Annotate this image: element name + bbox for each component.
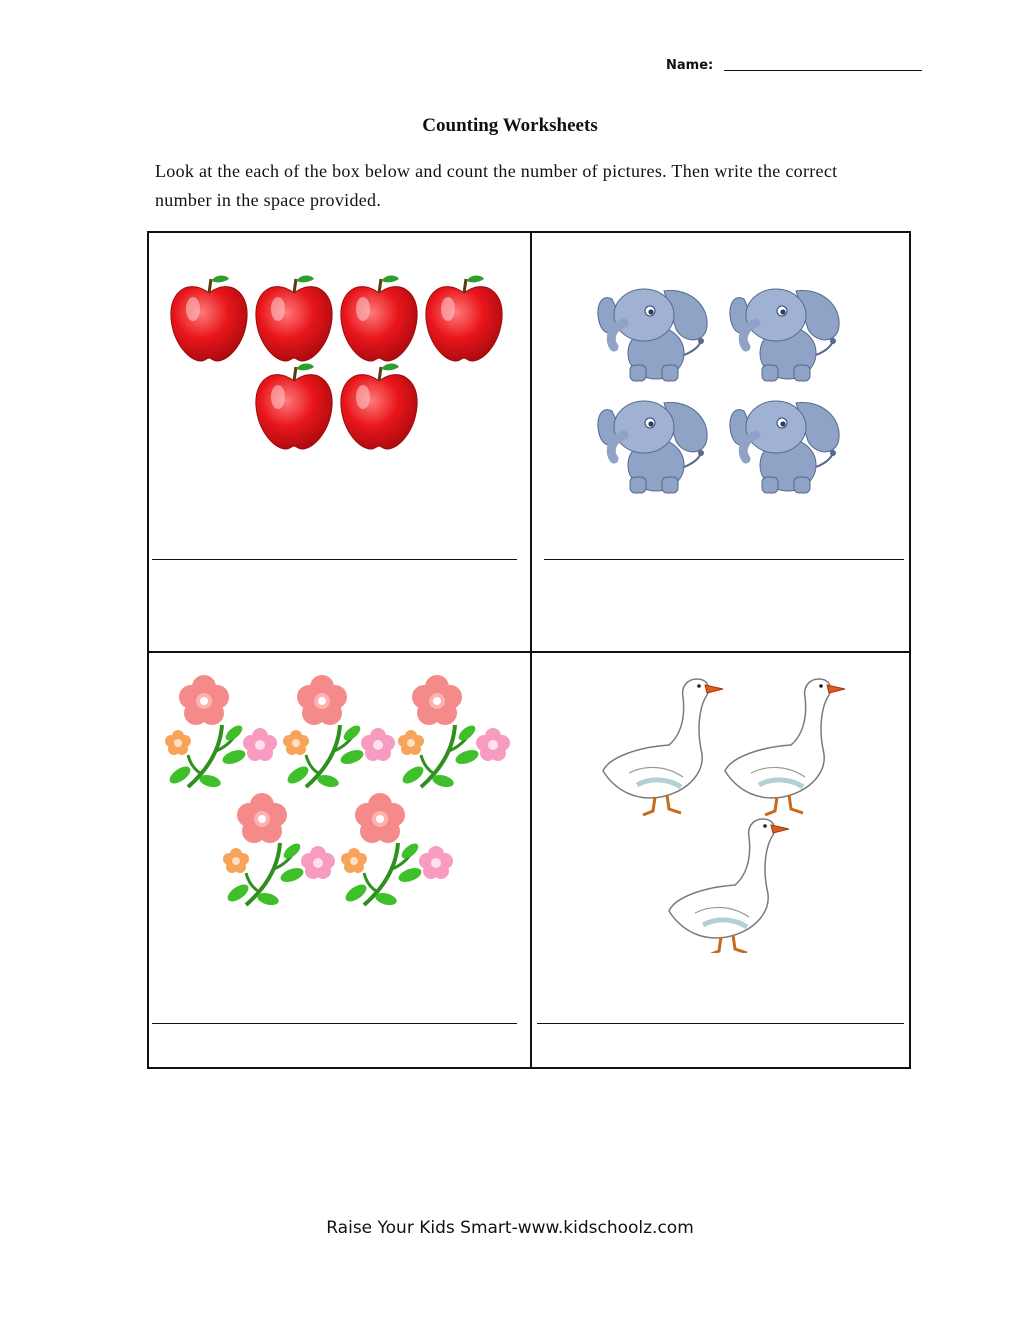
goose-icon xyxy=(669,819,789,953)
apples-picture-group xyxy=(169,273,514,458)
flower-icon xyxy=(341,793,453,907)
counting-grid xyxy=(147,231,911,1069)
answer-line-flowers[interactable] xyxy=(152,1023,517,1024)
instructions-text: Look at the each of the box below and count the number of pictures. Then write the correct number in the space provided. xyxy=(155,161,838,210)
name-field xyxy=(666,56,926,78)
elephant-icon xyxy=(730,289,839,381)
elephant-icon xyxy=(598,289,707,381)
apple-icon xyxy=(426,276,502,362)
flower-icon xyxy=(283,675,395,789)
elephants-picture-group xyxy=(594,281,854,506)
apple-icon xyxy=(171,276,247,362)
flowers-picture-group xyxy=(164,673,519,918)
name-label: Name: xyxy=(666,58,714,73)
apple-icon xyxy=(256,276,332,362)
elephant-icon xyxy=(598,401,707,493)
flower-icon xyxy=(398,675,510,789)
footer-text: Raise Your Kids Smart-www.kidschoolz.com xyxy=(326,1218,694,1238)
apple-icon xyxy=(341,364,417,450)
answer-line-elephants[interactable] xyxy=(544,559,904,560)
goose-icon xyxy=(603,679,723,815)
geese-picture-group xyxy=(599,673,859,953)
flower-icon xyxy=(165,675,277,789)
flower-icon xyxy=(223,793,335,907)
goose-icon xyxy=(725,679,845,815)
grid-divider-vertical xyxy=(530,233,532,1067)
answer-line-apples[interactable] xyxy=(152,559,517,560)
name-answer-line[interactable] xyxy=(724,70,922,71)
page-title: Counting Worksheets xyxy=(422,115,598,136)
grid-divider-horizontal xyxy=(149,651,909,653)
answer-line-geese[interactable] xyxy=(537,1023,904,1024)
apple-icon xyxy=(341,276,417,362)
apple-icon xyxy=(256,364,332,450)
elephant-icon xyxy=(730,401,839,493)
